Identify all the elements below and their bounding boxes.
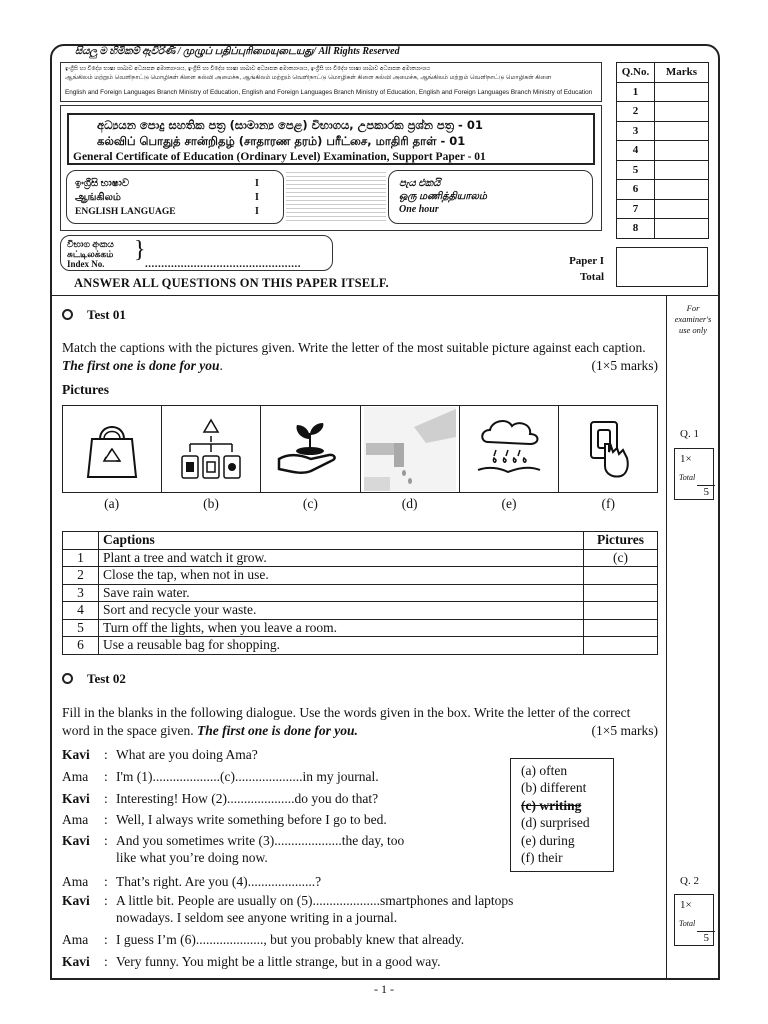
word-option: (c) writing <box>521 797 582 813</box>
speaker-name: Kavi <box>62 791 90 806</box>
index-number-field[interactable]: ................................................ <box>145 258 301 270</box>
word-option: (f) their <box>521 850 563 866</box>
caption-answer-field[interactable]: (c) <box>584 549 658 567</box>
speaker-name: Ama <box>62 874 89 889</box>
question-number: 8 <box>617 219 655 239</box>
marks-note: (1×5 marks) <box>591 358 658 373</box>
q1-score-box[interactable] <box>674 448 714 500</box>
marks-cell[interactable] <box>655 82 709 102</box>
dialogue-continuation: like what you’re doing now. <box>116 850 268 865</box>
subject-tamil: ஆங்கிலம் <box>75 192 121 203</box>
colon: : <box>104 954 108 969</box>
speaker-name: Kavi <box>62 893 90 908</box>
caption-row <box>63 637 658 655</box>
dialogue-line <box>62 746 258 763</box>
picture-letter: (b) <box>203 496 219 511</box>
picture-b <box>162 406 261 492</box>
dialogue-text[interactable]: Interesting! How (2)....................do you do that? <box>116 791 379 806</box>
picture-letter: (c) <box>302 496 318 511</box>
caption-text: Turn off the lights, when you leave a room. <box>99 619 584 637</box>
word-option: (b) different <box>521 780 587 796</box>
period: . <box>219 358 223 373</box>
picture-letter-row <box>62 496 658 512</box>
dialogue-text[interactable]: Very funny. You might be a little strange, but in a good way. <box>116 954 441 969</box>
instruction-text: Fill in the blanks in the following dialogue. Use the words given in the box. Write the letter of the correct word in the space given. <box>62 705 631 738</box>
dialogue-continuation: nowadays. I seldom see anyone writing in a journal. <box>116 910 398 925</box>
caption-answer-field[interactable] <box>584 619 658 637</box>
paper-total-label <box>540 253 604 285</box>
number-header <box>63 532 99 550</box>
colon: : <box>104 791 108 806</box>
marks-cell[interactable] <box>655 121 709 141</box>
marks-note: (1×5 marks) <box>591 723 658 738</box>
instruction-text: Match the captions with the pictures given. Write the letter of the most suitable picture against each caption. <box>62 340 646 355</box>
title-english: General Certificate of Education (Ordinary Level) Examination, Support Paper - 01 <box>73 151 486 163</box>
dialogue-line <box>62 768 379 785</box>
test1-title: Test 01 <box>87 307 126 322</box>
question-number: 4 <box>617 141 655 161</box>
multiplier: 1× <box>680 453 692 465</box>
marks-cell[interactable] <box>655 141 709 161</box>
speaker-name: Kavi <box>62 954 90 969</box>
q2-label: Q. 2 <box>680 875 699 887</box>
test2-instruction <box>62 704 658 740</box>
marks-cell[interactable] <box>655 199 709 219</box>
picture-e <box>460 406 559 492</box>
marks-cell[interactable] <box>655 219 709 239</box>
caption-number: 3 <box>63 584 99 602</box>
decorative-lines <box>286 172 386 222</box>
answer-all-instruction: ANSWER ALL QUESTIONS ON THIS PAPER ITSELF. <box>74 276 389 290</box>
picture-f <box>559 406 657 492</box>
dialogue-text[interactable]: That’s right. Are you (4)....................? <box>116 874 322 889</box>
marks-row <box>617 219 709 239</box>
test2-title: Test 02 <box>87 671 126 686</box>
dialogue-text[interactable]: A little bit. People are usually on (5)....................smartphones and laptops <box>116 893 514 908</box>
caption-text: Close the tap, when not in use. <box>99 567 584 585</box>
reusable-bag-icon <box>82 417 142 481</box>
caption-number: 2 <box>63 567 99 585</box>
picture-d <box>361 406 460 492</box>
total-label: Total <box>679 473 696 482</box>
subject-sinhala: ඉංග්‍රීසි භාෂාව <box>75 178 130 189</box>
ministry-tamil: ஆங்கிலம் மற்றும் வெளிநாட்டு மொழிகள் கிளை கல்வி அமைச்சு, ஆங்கிலம் மற்றும் வெளிநாட்டு மொழிகள் கிளை கல்வி அமைச்சு, ஆங்கிலம் மற்றும் வெளிநாட்டு மொழிகள் கிளை <box>65 75 552 81</box>
colon: : <box>104 833 108 848</box>
paper-total-field[interactable] <box>616 247 708 287</box>
colon: : <box>104 874 108 889</box>
caption-row <box>63 549 658 567</box>
question-number: 6 <box>617 180 655 200</box>
marks-cell[interactable] <box>655 160 709 180</box>
question-number: 3 <box>617 121 655 141</box>
total-label: Total <box>579 271 604 283</box>
caption-text: Use a reusable bag for shopping. <box>99 637 584 655</box>
marks-row <box>617 82 709 102</box>
subject-number: I <box>255 206 259 217</box>
index-tamil: சுட்டிலக்கம் <box>67 249 114 259</box>
picture-letter: (e) <box>501 496 517 511</box>
title-sinhala: අධ්‍යයන පොදු සහතික පත්‍ර (සාමාන්‍ය පෙළ) විභාගය, උපකාරක ප්‍රශ්න පත්‍ර - 01 <box>97 118 483 132</box>
bullet-circle-icon <box>62 309 73 320</box>
dialogue-line <box>62 931 464 948</box>
picture-letter: (a) <box>104 496 120 511</box>
total-label: Total <box>679 919 696 928</box>
title-tamil: கல்விப் பொதுத் சான்றிதழ் (சாதாரண தரம்) பரீட்சை, மாதிரி தாள் - 01 <box>97 134 466 148</box>
word-option: (d) surprised <box>521 815 590 831</box>
colon: : <box>104 893 108 908</box>
marks-table <box>616 62 709 239</box>
subject-english: ENGLISH LANGUAGE <box>75 207 176 217</box>
dialogue-text[interactable]: What are you doing Ama? <box>116 747 258 762</box>
dialogue-line <box>62 811 387 828</box>
pictures-header: Pictures <box>584 532 658 550</box>
index-english: Index No. <box>67 259 105 269</box>
test1-instruction <box>62 339 658 375</box>
ministry-english: English and Foreign Languages Branch Ministry of Education, English and Foreign Languages Branch Ministry of Education, English and Foreign Languages Branch Ministry of Education <box>65 89 593 96</box>
bullet-circle-icon <box>62 673 73 684</box>
page-number: - 1 - <box>374 982 394 996</box>
speaker-name: Ama <box>62 932 89 947</box>
max-score: 5 <box>703 486 709 498</box>
captions-table <box>62 531 658 655</box>
question-number: 5 <box>617 160 655 180</box>
multiplier: 1× <box>680 899 692 911</box>
caption-number: 6 <box>63 637 99 655</box>
rain-cloud-icon <box>474 416 544 482</box>
max-score: 5 <box>703 932 709 944</box>
caption-row <box>63 567 658 585</box>
dialogue-text[interactable]: Well, I always write something before I go to bed. <box>116 812 387 827</box>
marks-header: Marks <box>655 63 709 83</box>
caption-row <box>63 619 658 637</box>
marks-cell[interactable] <box>655 102 709 122</box>
marks-row <box>617 199 709 219</box>
examiner-note: For examiner's use only <box>674 303 712 335</box>
test2-heading <box>62 671 126 687</box>
caption-answer-field[interactable] <box>584 602 658 620</box>
time-box <box>388 170 593 224</box>
dialogue-line <box>62 790 378 807</box>
colon: : <box>104 932 108 947</box>
colon: : <box>104 747 108 762</box>
dialogue-text[interactable]: I guess I’m (6)...................., but you probably knew that already. <box>116 932 465 947</box>
exam-title <box>67 113 595 165</box>
caption-number: 1 <box>63 549 99 567</box>
dialogue-text[interactable]: And you sometimes write (3)....................the day, too <box>116 833 405 848</box>
picture-a <box>63 406 162 492</box>
question-number: 1 <box>617 82 655 102</box>
example-note: The first one is done for you. <box>196 723 358 738</box>
time-english: One hour <box>399 204 439 215</box>
ministry-sinhala: ඉංග්‍රීසි හා විදේශ භාෂා ශාඛාව අධ්‍යාපන අමාත්‍යාංශය, ඉංග්‍රීසි හා විදේශ භාෂා ශාඛාව අධ්‍යාපන අමාත්‍යාංශය, ඉංග්‍රීසි හා විදේශ භාෂා ශාඛාව අධ්‍යාපන අමාත්‍යාංශය <box>65 66 431 72</box>
dialogue-line <box>62 832 404 866</box>
plant-in-hand-icon <box>275 419 345 479</box>
dialogue-line <box>62 892 513 926</box>
q1-label: Q. 1 <box>680 428 699 440</box>
speaker-name: Kavi <box>62 833 90 848</box>
caption-number: 4 <box>63 602 99 620</box>
speaker-name: Ama <box>62 812 89 827</box>
rights-notice: සියලු ම හිමිකම් ඇවිරිණි / முழுப் பதிப்புரிமையுடையது/ All Rights Reserved <box>75 46 400 57</box>
caption-text: Save rain water. <box>99 584 584 602</box>
colon: : <box>104 769 108 784</box>
brace: } <box>134 237 146 263</box>
qno-header: Q.No. <box>617 63 655 83</box>
time-tamil: ஒரு மணித்தியாலம் <box>399 191 487 202</box>
dialogue-text[interactable]: I'm (1)....................(c)....................in my journal. <box>116 769 379 784</box>
dialogue-line <box>62 873 321 890</box>
tap-icon <box>364 407 456 491</box>
colon: : <box>104 812 108 827</box>
marks-cell[interactable] <box>655 180 709 200</box>
time-sinhala: පැය එකයි <box>399 178 441 189</box>
example-note: The first one is done for you <box>62 358 220 373</box>
margin-divider <box>666 295 667 980</box>
test1-heading <box>62 307 126 323</box>
marks-row <box>617 180 709 200</box>
marks-row <box>617 160 709 180</box>
word-option: (e) during <box>521 832 575 848</box>
marks-row <box>617 102 709 122</box>
word-box <box>510 758 614 872</box>
marks-row <box>617 121 709 141</box>
caption-answer-field[interactable] <box>584 584 658 602</box>
captions-header: Captions <box>99 532 584 550</box>
recycle-bins-icon <box>176 414 246 484</box>
marks-row <box>617 141 709 161</box>
dialogue-line <box>62 953 440 970</box>
pictures-label: Pictures <box>62 382 109 397</box>
picture-letter: (f) <box>601 496 616 511</box>
picture-letter: (d) <box>401 496 418 511</box>
caption-text: Sort and recycle your waste. <box>99 602 584 620</box>
caption-answer-field[interactable] <box>584 637 658 655</box>
speaker-name: Kavi <box>62 747 90 762</box>
caption-answer-field[interactable] <box>584 567 658 585</box>
paper-label: Paper I <box>569 255 604 267</box>
divider <box>50 295 720 296</box>
q2-score-box[interactable] <box>674 894 714 946</box>
subject-box <box>66 170 284 224</box>
speaker-name: Ama <box>62 769 89 784</box>
caption-number: 5 <box>63 619 99 637</box>
ministry-banner <box>60 62 602 102</box>
subject-number: I <box>255 192 259 203</box>
question-number: 7 <box>617 199 655 219</box>
picture-c <box>261 406 360 492</box>
subject-number: I <box>255 178 259 189</box>
caption-row <box>63 584 658 602</box>
caption-row <box>63 602 658 620</box>
light-switch-icon <box>583 416 633 482</box>
caption-text: Plant a tree and watch it grow. <box>99 549 584 567</box>
question-number: 2 <box>617 102 655 122</box>
picture-strip <box>62 405 658 493</box>
word-option: (a) often <box>521 763 568 778</box>
index-sinhala: විභාග අංකය <box>67 239 114 249</box>
